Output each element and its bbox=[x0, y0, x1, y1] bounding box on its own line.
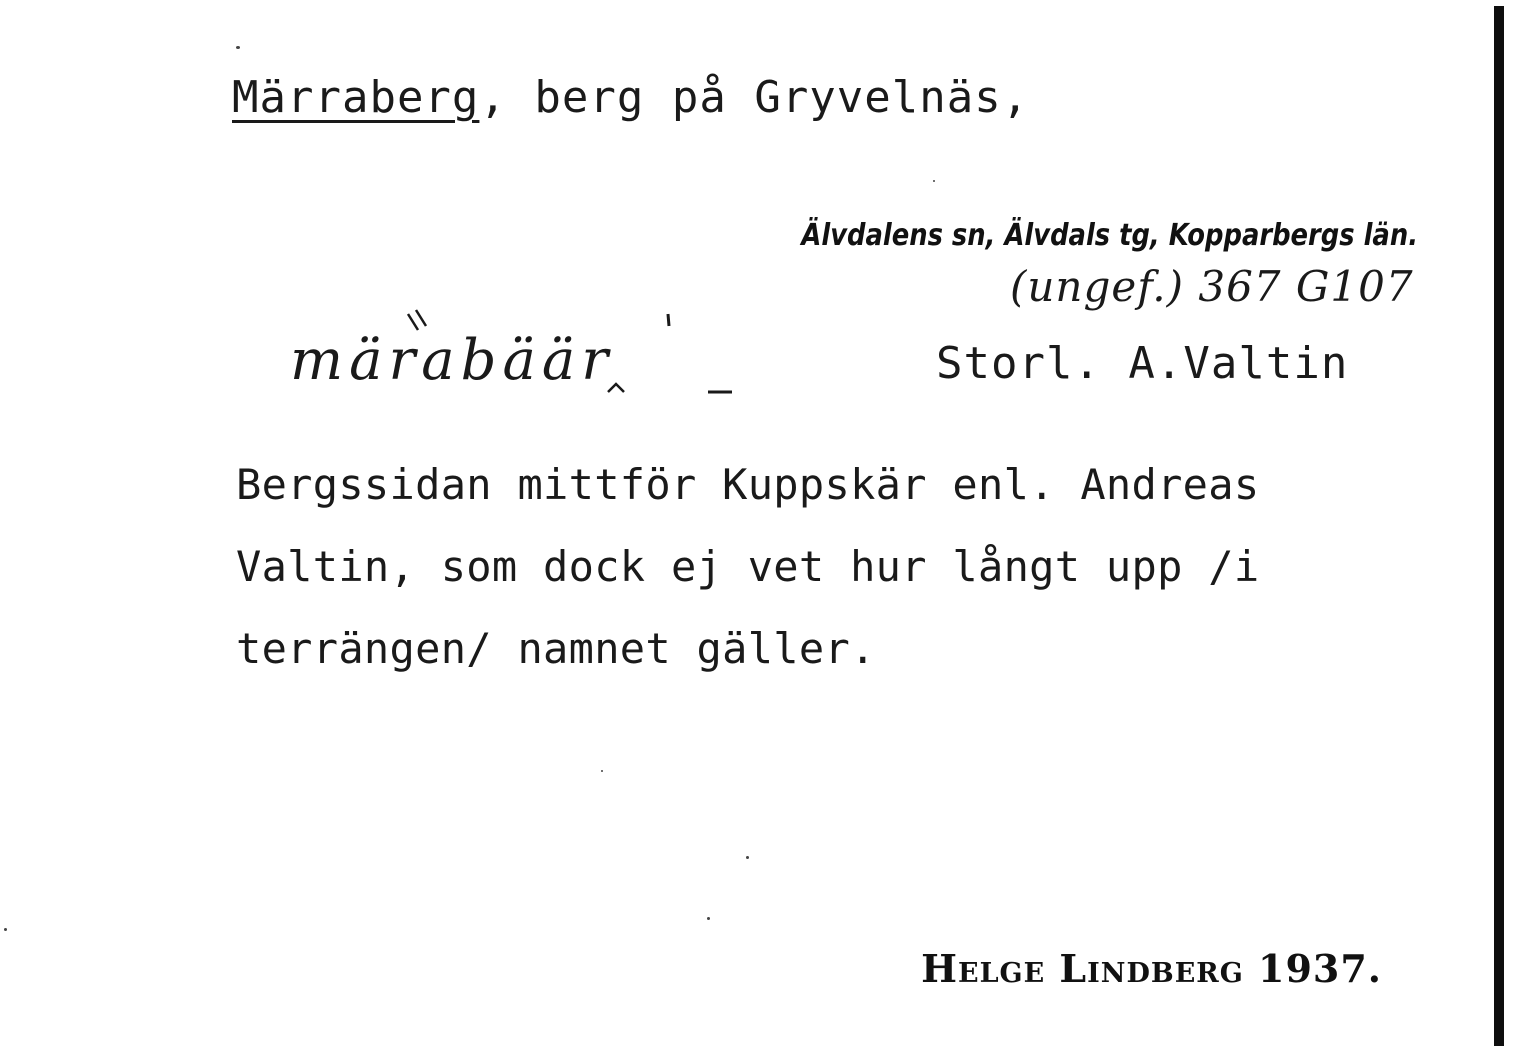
informant: Storl. A.Valtin bbox=[936, 338, 1349, 389]
paper-speck bbox=[4, 928, 7, 931]
collector-signature: Helge Lindberg 1937. bbox=[921, 946, 1382, 991]
body-line: terrängen/ namnet gäller. bbox=[236, 624, 876, 673]
dialect-pronunciation: märabäär bbox=[290, 328, 615, 393]
body-line: Valtin, som dock ej vet hur långt upp /i bbox=[236, 542, 1260, 591]
paper-speck bbox=[707, 917, 710, 920]
paper-speck bbox=[236, 46, 240, 49]
card-edge-shadow bbox=[1494, 6, 1504, 1046]
body-line: Bergssidan mittför Kuppskär enl. Andreas bbox=[236, 460, 1260, 509]
body-text bbox=[236, 444, 1259, 690]
paper-speck bbox=[746, 856, 749, 859]
parish-stamp: Älvdalens sn, Älvdals tg, Kopparbergs län. bbox=[801, 218, 1418, 253]
paper-speck bbox=[601, 770, 603, 772]
paper-speck bbox=[933, 180, 935, 182]
map-reference: (ungef.) 367 G107 bbox=[1010, 262, 1414, 311]
headword-line bbox=[232, 72, 1029, 123]
headword-description: , berg på Gryvelnäs, bbox=[479, 72, 1030, 123]
headword: Märraberg bbox=[232, 72, 480, 123]
